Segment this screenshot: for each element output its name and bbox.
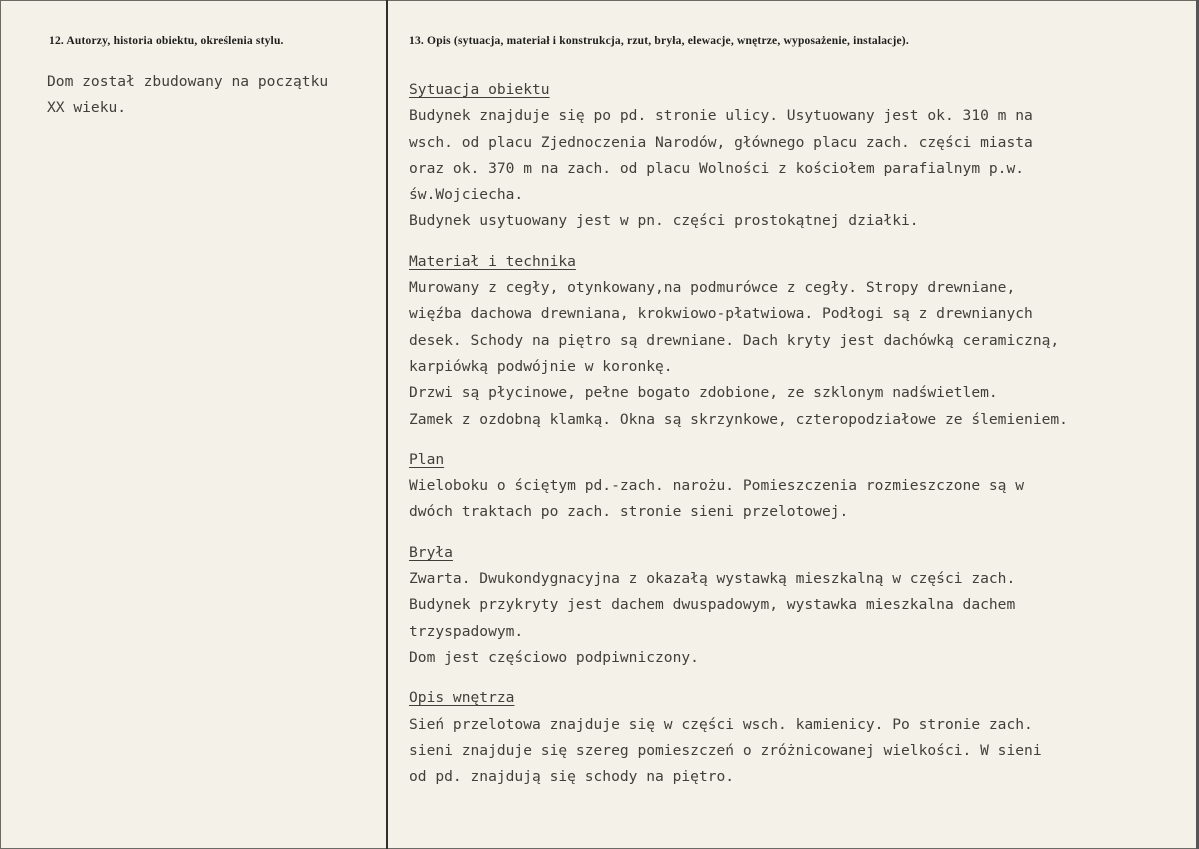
section-line: od pd. znajdują się schody na piętro. bbox=[409, 768, 735, 786]
description-text bbox=[409, 77, 1068, 804]
section-line: karpiówką podwójnie w koronkę. bbox=[409, 357, 673, 375]
section-title: Bryła bbox=[409, 543, 453, 561]
section-massing bbox=[409, 540, 1068, 671]
right-column-header: 13. Opis (sytuacja, materiał i konstrukcja, rzut, bryła, elewacje, wnętrze, wyposażenie, instalacje). bbox=[409, 35, 909, 47]
section-line: Sień przelotowa znajduje się w części wsch. kamienicy. Po stronie zach. bbox=[409, 715, 1033, 733]
section-line: wsch. od placu Zjednoczenia Narodów, głównego placu zach. części miasta bbox=[409, 133, 1033, 151]
column-divider bbox=[386, 0, 388, 849]
section-line: desek. Schody na piętro są drewniane. Dach kryty jest dachówką ceramiczną, bbox=[409, 331, 1060, 349]
section-material bbox=[409, 249, 1068, 433]
section-title: Opis wnętrza bbox=[409, 689, 515, 707]
history-line: XX wieku. bbox=[47, 99, 127, 117]
history-text bbox=[47, 69, 328, 122]
section-situation bbox=[409, 77, 1068, 235]
section-title: Sytuacja obiektu bbox=[409, 81, 550, 98]
section-line: Budynek znajduje się po pd. stronie ulicy. Usytuowany jest ok. 310 m na bbox=[409, 107, 1033, 125]
section-line: Wieloboku o ściętym pd.-zach. narożu. Pomieszczenia rozmieszczone są w bbox=[409, 477, 1025, 495]
section-line: Zamek z ozdobną klamką. Okna są skrzynkowe, czteropodziałowe ze ślemieniem. bbox=[409, 410, 1068, 428]
section-title: Materiał i technika bbox=[409, 252, 576, 270]
section-line: Budynek usytuowany jest w pn. części prostokątnej działki. bbox=[409, 212, 919, 230]
section-line: Dom jest częściowo podpiwniczony. bbox=[409, 648, 699, 666]
section-line: Drzwi są płycinowe, pełne bogato zdobione, ze szklonym nadświetlem. bbox=[409, 384, 998, 402]
section-line: św.Wojciecha. bbox=[409, 186, 524, 204]
section-line: oraz ok. 370 m na zach. od placu Wolności z kościołem parafialnym p.w. bbox=[409, 159, 1025, 177]
section-interior bbox=[409, 685, 1068, 790]
section-title: Plan bbox=[409, 450, 445, 468]
section-line: dwóch traktach po zach. stronie sieni przelotowej. bbox=[409, 503, 849, 521]
left-column-header: 12. Autorzy, historia obiektu, określenia stylu. bbox=[49, 35, 284, 47]
history-line: Dom został zbudowany na początku bbox=[47, 73, 329, 90]
section-line: sieni znajduje się szereg pomieszczeń o zróżnicowanej wielkości. W sieni bbox=[409, 741, 1042, 759]
section-line: Budynek przykryty jest dachem dwuspadowym, wystawka mieszkalna dachem bbox=[409, 596, 1016, 614]
section-line: trzyspadowym. bbox=[409, 622, 524, 640]
section-plan bbox=[409, 447, 1068, 526]
section-line: Murowany z cegły, otynkowany,na podmurówce z cegły. Stropy drewniane, bbox=[409, 279, 1016, 297]
section-line: więźba dachowa drewniana, krokwiowo-płatwiowa. Podłogi są z drewnianych bbox=[409, 305, 1033, 323]
section-line: Zwarta. Dwukondygnacyjna z okazałą wystawką mieszkalną w części zach. bbox=[409, 570, 1016, 588]
